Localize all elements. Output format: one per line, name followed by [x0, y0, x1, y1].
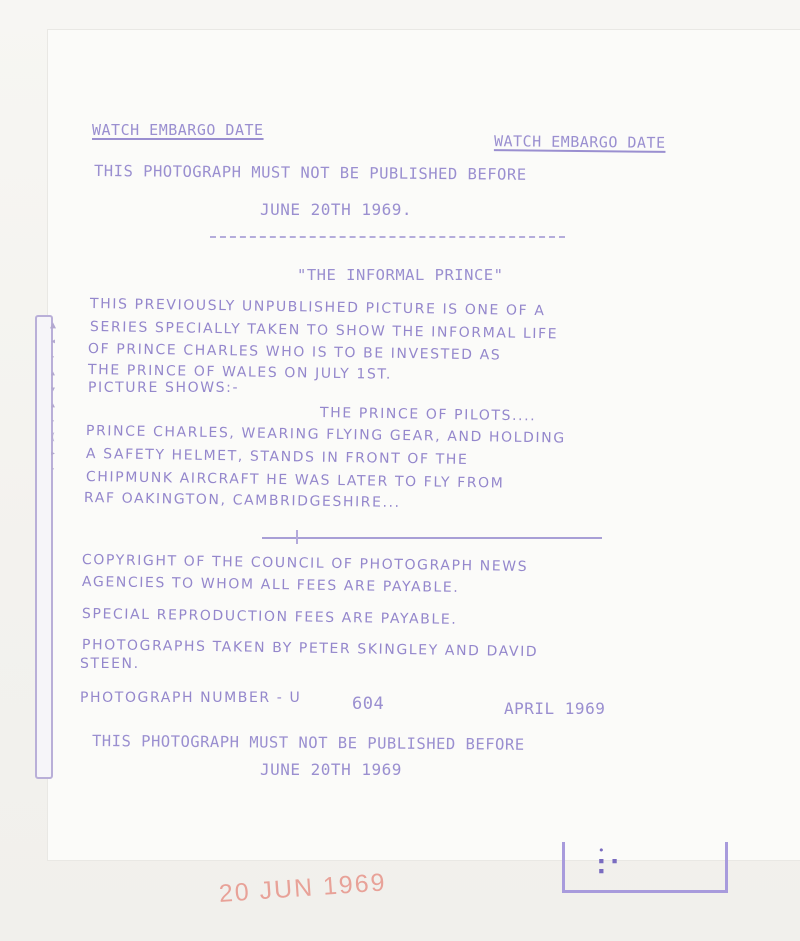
notice-line-1: THIS PHOTOGRAPH MUST NOT BE PUBLISHED BEFORE: [93, 162, 527, 184]
section-rule: [262, 537, 602, 539]
caption-line-2: A SAFETY HELMET, STANDS IN FRONT OF THE: [85, 446, 469, 469]
footer-notice-line-1: THIS PHOTOGRAPH MUST NOT BE PUBLISHED BEFORE: [91, 732, 525, 754]
body-line-1: THIS PREVIOUSLY UNPUBLISHED PICTURE IS ONE OF A: [89, 296, 546, 320]
footer-notice-line-2: JUNE 20TH 1969: [260, 760, 402, 779]
body-line-3: OF PRINCE CHARLES WHO IS TO BE INVESTED AS: [87, 341, 502, 364]
notice-line-2: JUNE 20TH 1969.: [260, 200, 412, 219]
caption-line-1: PRINCE CHARLES, WEARING FLYING GEAR, AND HOLDING: [85, 423, 566, 447]
caption-line-4: RAF OAKINGTON, CAMBRIDGESHIRE...: [83, 490, 401, 511]
photo-number-label: PHOTOGRAPH NUMBER - U: [80, 690, 302, 706]
rule-mark: [296, 530, 298, 544]
archive-stamp-box: [562, 842, 728, 893]
photographers-line-2: STEEN.: [80, 656, 140, 672]
photographers-line-1: PHOTOGRAPHS TAKEN BY PETER SKINGLEY AND DAVID: [81, 637, 539, 661]
copyright-line-1: COPYRIGHT OF THE COUNCIL OF PHOTOGRAPH NEWS: [81, 552, 529, 576]
embargo-label-right: WATCH EMBARGO DATE: [493, 132, 666, 152]
caption-line-3: CHIPMUNK AIRCRAFT HE WAS LATER TO FLY FROM: [85, 469, 505, 492]
photo-number: 604: [352, 694, 385, 714]
release-title: "THE INFORMAL PRINCE": [297, 266, 504, 284]
copyright-line-2: AGENCIES TO WHOM ALL FEES ARE PAYABLE.: [81, 574, 460, 596]
received-date-stamp: 20 JUN 1969: [217, 868, 388, 909]
body-line-4: THE PRINCE OF WALES ON JULY 1ST.: [87, 362, 393, 383]
body-line-2: SERIES SPECIALLY TAKEN TO SHOW THE INFORMAL LIFE: [89, 319, 559, 343]
special-fees-line: SPECIAL REPRODUCTION FEES ARE PAYABLE.: [81, 606, 458, 628]
body-line-5: PICTURE SHOWS:-: [88, 380, 240, 396]
photo-date: APRIL 1969: [504, 699, 606, 718]
embargo-label-left: WATCH EMBARGO DATE: [92, 121, 264, 139]
stamp-box-marks: • ▪ ▪ ▪: [598, 844, 618, 877]
dashed-separator: [210, 236, 565, 238]
picture-subtitle: THE PRINCE OF PILOTS....: [319, 405, 537, 425]
left-edge-marks: ▲ ◂ · ▴ ▾ ▴ · ( ▸ ·: [50, 320, 57, 475]
